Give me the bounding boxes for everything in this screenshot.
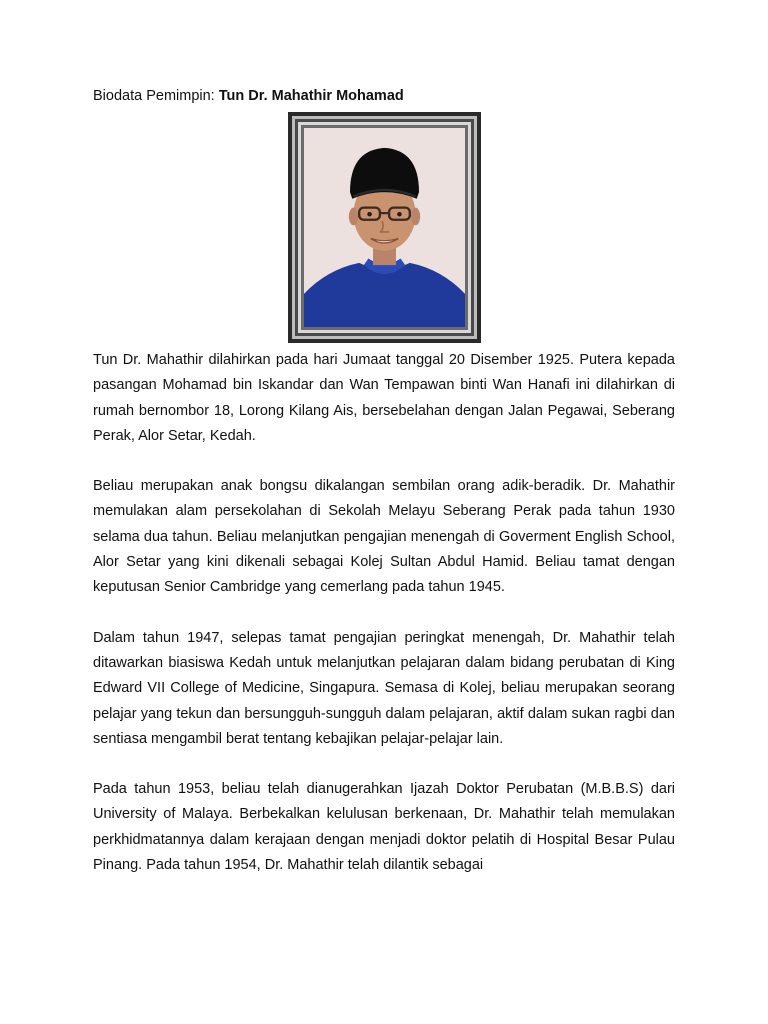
paragraph-birth: Tun Dr. Mahathir dilahirkan pada hari Jumaat tanggal 20 Disember 1925. Putera kepada pasangan Mohamad bin Iskandar dan Wan Tempawan binti Wan Hanafi ini dilahirkan di rumah bernombor 18, Lorong Kilang Ais, bersebelahan dengan Jalan Pegawai, Seberang Perak, Alor Setar, Kedah. [93, 352, 675, 444]
portrait-photo-icon [304, 128, 465, 327]
paragraph-education: Beliau merupakan anak bongsu dikalangan sembilan orang adik-beradik. Dr. Mahathir memulakan alam persekolahan di Sekolah Melayu Seberang Perak pada tahun 1930 selama dua tahun. Beliau melanjutkan pengajian menengah di Goverment English School, Alor Setar yang kini dikenali sebagai Kolej Sultan Abdul Hamid. Beliau tamat dengan keputusan Senior Cambridge yang cemerlang pada tahun 1945. [93, 478, 675, 596]
biography-body [93, 348, 675, 903]
paragraph-college: Dalam tahun 1947, selepas tamat pengajian peringkat menengah, Dr. Mahathir telah ditawarkan biasiswa Kedah untuk melanjutkan pelajaran dalam bidang perubatan di King Edward VII College of Medicine, Singapura. Semasa di Kolej, beliau merupakan seorang pelajar yang tekun dan bersungguh-sungguh dalam pelajaran, aktif dalam sukan ragbi dan sentiasa mengambil berat tentang kebajikan pelajar-pelajar lain. [93, 629, 675, 747]
portrait-photo [304, 128, 465, 327]
document-title [93, 86, 404, 106]
portrait-frame [288, 112, 481, 343]
title-label: Biodata Pemimpin: [93, 88, 215, 104]
title-name: Tun Dr. Mahathir Mohamad [218, 88, 404, 104]
paragraph-career: Pada tahun 1953, beliau telah dianugerahkan Ijazah Doktor Perubatan (M.B.B.S) dari University of Malaya. Berbekalkan kelulusan berkenaan, Dr. Mahathir telah memulakan perkhidmatannya dalam kerajaan dengan menjadi doktor pelatih di Hospital Besar Pulau Pinang. Pada tahun 1954, Dr. Mahathir telah dilantik sebagai [93, 781, 675, 874]
